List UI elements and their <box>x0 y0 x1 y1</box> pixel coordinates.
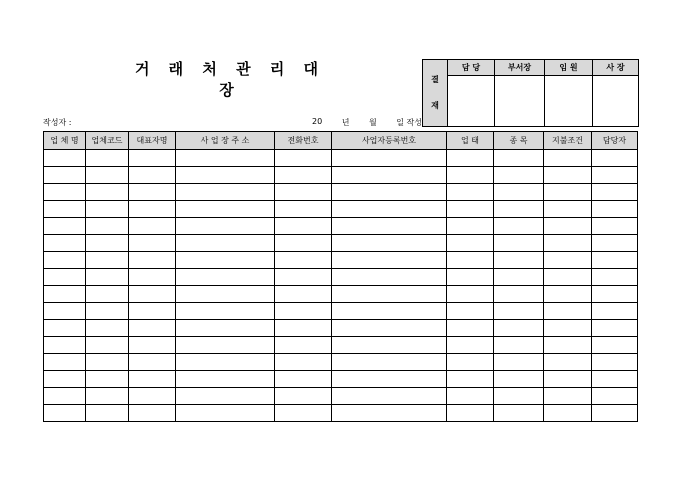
table-cell[interactable] <box>275 150 332 167</box>
table-cell[interactable] <box>494 252 544 269</box>
table-cell[interactable] <box>592 252 638 269</box>
table-cell[interactable] <box>44 320 86 337</box>
table-cell[interactable] <box>447 150 494 167</box>
table-cell[interactable] <box>44 337 86 354</box>
table-cell[interactable] <box>332 150 447 167</box>
table-cell[interactable] <box>275 201 332 218</box>
table-cell[interactable] <box>44 201 86 218</box>
table-cell[interactable] <box>275 167 332 184</box>
table-cell[interactable] <box>44 269 86 286</box>
table-cell[interactable] <box>332 354 447 371</box>
table-cell[interactable] <box>275 303 332 320</box>
table-cell[interactable] <box>44 167 86 184</box>
table-cell[interactable] <box>86 286 129 303</box>
table-cell[interactable] <box>592 150 638 167</box>
date-line <box>312 117 422 128</box>
table-cell[interactable] <box>129 269 176 286</box>
column-header: 사업자등록번호 <box>332 132 447 150</box>
date-year-prefix: 20 <box>312 117 323 126</box>
table-cell[interactable] <box>544 320 592 337</box>
table-cell[interactable] <box>176 303 275 320</box>
table-cell[interactable] <box>129 388 176 405</box>
table-cell[interactable] <box>332 405 447 422</box>
table-cell[interactable] <box>447 252 494 269</box>
table-cell[interactable] <box>494 320 544 337</box>
table-cell[interactable] <box>592 167 638 184</box>
table-cell[interactable] <box>129 218 176 235</box>
table-cell[interactable] <box>494 371 544 388</box>
table-cell[interactable] <box>275 354 332 371</box>
column-header: 사 업 장 주 소 <box>176 132 275 150</box>
table-cell[interactable] <box>176 388 275 405</box>
table-cell[interactable] <box>176 218 275 235</box>
column-header: 업체코드 <box>86 132 129 150</box>
table-row <box>44 150 638 167</box>
table-cell[interactable] <box>494 303 544 320</box>
table-cell[interactable] <box>332 286 447 303</box>
table-cell[interactable] <box>275 371 332 388</box>
table-cell[interactable] <box>44 150 86 167</box>
table-cell[interactable] <box>332 371 447 388</box>
approval-role: 담 당 <box>448 60 495 76</box>
approval-role: 임 원 <box>545 60 593 76</box>
approval-side-label: 결 재 <box>423 60 448 127</box>
table-cell[interactable] <box>544 405 592 422</box>
table-cell[interactable] <box>447 303 494 320</box>
table-cell[interactable] <box>544 337 592 354</box>
table-row <box>44 354 638 371</box>
table-row <box>44 286 638 303</box>
table-cell[interactable] <box>86 303 129 320</box>
table-cell[interactable] <box>332 167 447 184</box>
column-header: 지불조건 <box>544 132 592 150</box>
table-cell[interactable] <box>447 286 494 303</box>
table-cell[interactable] <box>494 286 544 303</box>
approval-stamp-cell[interactable] <box>448 76 495 127</box>
table-cell[interactable] <box>44 252 86 269</box>
table-cell[interactable] <box>592 337 638 354</box>
table-cell[interactable] <box>86 405 129 422</box>
approval-stamp-cell[interactable] <box>495 76 545 127</box>
table-cell[interactable] <box>544 201 592 218</box>
table-row <box>44 184 638 201</box>
table-cell[interactable] <box>447 320 494 337</box>
table-cell[interactable] <box>86 252 129 269</box>
table-cell[interactable] <box>544 252 592 269</box>
table-cell[interactable] <box>44 184 86 201</box>
table-cell[interactable] <box>544 167 592 184</box>
table-cell[interactable] <box>332 201 447 218</box>
table-cell[interactable] <box>447 371 494 388</box>
table-row <box>44 405 638 422</box>
table-cell[interactable] <box>494 405 544 422</box>
table-cell[interactable] <box>129 303 176 320</box>
table-cell[interactable] <box>176 150 275 167</box>
date-year-label: 년 <box>341 118 350 127</box>
table-row <box>44 388 638 405</box>
table-cell[interactable] <box>494 218 544 235</box>
table-cell[interactable] <box>447 337 494 354</box>
page-title: 거 래 처 관 리 대 장 <box>134 60 326 99</box>
table-cell[interactable] <box>176 286 275 303</box>
table-cell[interactable] <box>176 320 275 337</box>
table-cell[interactable] <box>447 184 494 201</box>
table-row <box>44 337 638 354</box>
column-header: 종 목 <box>494 132 544 150</box>
table-cell[interactable] <box>86 371 129 388</box>
table-cell[interactable] <box>86 388 129 405</box>
table-cell[interactable] <box>544 218 592 235</box>
table-cell[interactable] <box>44 286 86 303</box>
table-cell[interactable] <box>494 167 544 184</box>
table-cell[interactable] <box>129 320 176 337</box>
table-cell[interactable] <box>447 354 494 371</box>
table-cell[interactable] <box>275 388 332 405</box>
table-cell[interactable] <box>176 371 275 388</box>
table-cell[interactable] <box>494 269 544 286</box>
table-cell[interactable] <box>332 303 447 320</box>
table-cell[interactable] <box>592 235 638 252</box>
table-cell[interactable] <box>176 184 275 201</box>
table-cell[interactable] <box>494 388 544 405</box>
table-cell[interactable] <box>44 218 86 235</box>
table-cell[interactable] <box>176 337 275 354</box>
approval-stamp-cell[interactable] <box>545 76 593 127</box>
table-cell[interactable] <box>275 235 332 252</box>
column-header: 업 태 <box>447 132 494 150</box>
table-cell[interactable] <box>592 303 638 320</box>
table-cell[interactable] <box>275 337 332 354</box>
table-cell[interactable] <box>129 201 176 218</box>
table-cell[interactable] <box>176 405 275 422</box>
table-cell[interactable] <box>544 388 592 405</box>
table-cell[interactable] <box>544 354 592 371</box>
table-cell[interactable] <box>275 184 332 201</box>
table-body <box>44 150 638 422</box>
table-cell[interactable] <box>86 150 129 167</box>
table-row <box>44 371 638 388</box>
table-row <box>44 269 638 286</box>
table-row <box>44 252 638 269</box>
table-cell[interactable] <box>275 320 332 337</box>
table-cell[interactable] <box>44 235 86 252</box>
table-cell[interactable] <box>44 303 86 320</box>
table-cell[interactable] <box>129 371 176 388</box>
table-row <box>44 218 638 235</box>
table-cell[interactable] <box>129 150 176 167</box>
table-cell[interactable] <box>275 218 332 235</box>
table-cell[interactable] <box>176 167 275 184</box>
table-cell[interactable] <box>86 167 129 184</box>
client-ledger-table <box>43 131 638 422</box>
table-cell[interactable] <box>494 150 544 167</box>
table-cell[interactable] <box>332 252 447 269</box>
table-cell[interactable] <box>176 269 275 286</box>
table-cell[interactable] <box>332 337 447 354</box>
table-cell[interactable] <box>494 201 544 218</box>
approval-stamp-cell[interactable] <box>593 76 639 127</box>
table-cell[interactable] <box>494 337 544 354</box>
table-cell[interactable] <box>447 167 494 184</box>
table-cell[interactable] <box>447 405 494 422</box>
table-cell[interactable] <box>592 405 638 422</box>
table-cell[interactable] <box>592 388 638 405</box>
table-cell[interactable] <box>592 354 638 371</box>
table-cell[interactable] <box>86 354 129 371</box>
table-cell[interactable] <box>447 218 494 235</box>
table-cell[interactable] <box>275 286 332 303</box>
table-cell[interactable] <box>332 235 447 252</box>
table-cell[interactable] <box>447 388 494 405</box>
table-cell[interactable] <box>86 201 129 218</box>
table-cell[interactable] <box>592 218 638 235</box>
table-cell[interactable] <box>44 388 86 405</box>
approval-box <box>422 59 639 127</box>
table-cell[interactable] <box>544 269 592 286</box>
table-cell[interactable] <box>332 218 447 235</box>
table-cell[interactable] <box>86 269 129 286</box>
table-cell[interactable] <box>332 388 447 405</box>
table-row <box>44 167 638 184</box>
table-cell[interactable] <box>176 354 275 371</box>
table-cell[interactable] <box>44 354 86 371</box>
table-cell[interactable] <box>129 235 176 252</box>
table-cell[interactable] <box>592 286 638 303</box>
table-cell[interactable] <box>592 201 638 218</box>
table-cell[interactable] <box>332 269 447 286</box>
table-cell[interactable] <box>494 354 544 371</box>
table-cell[interactable] <box>592 371 638 388</box>
table-cell[interactable] <box>86 320 129 337</box>
table-cell[interactable] <box>86 235 129 252</box>
table-cell[interactable] <box>129 167 176 184</box>
date-month-label: 월 <box>368 118 377 127</box>
table-cell[interactable] <box>275 269 332 286</box>
table-cell[interactable] <box>447 201 494 218</box>
table-row <box>44 303 638 320</box>
table-row <box>44 235 638 252</box>
column-header: 전화번호 <box>275 132 332 150</box>
table-cell[interactable] <box>129 286 176 303</box>
column-header: 대표자명 <box>129 132 176 150</box>
table-cell[interactable] <box>592 269 638 286</box>
table-cell[interactable] <box>544 371 592 388</box>
table-cell[interactable] <box>86 184 129 201</box>
approval-role: 부서장 <box>495 60 545 76</box>
date-day-label: 일 작성 <box>396 118 422 127</box>
table-cell[interactable] <box>447 235 494 252</box>
table-cell[interactable] <box>494 235 544 252</box>
table-cell[interactable] <box>86 218 129 235</box>
table-cell[interactable] <box>332 320 447 337</box>
table-cell[interactable] <box>544 184 592 201</box>
table-cell[interactable] <box>544 235 592 252</box>
table-cell[interactable] <box>544 286 592 303</box>
table-row <box>44 320 638 337</box>
table-cell[interactable] <box>447 269 494 286</box>
table-cell[interactable] <box>544 303 592 320</box>
table-cell[interactable] <box>176 235 275 252</box>
table-cell[interactable] <box>494 184 544 201</box>
table-cell[interactable] <box>86 337 129 354</box>
table-cell[interactable] <box>129 184 176 201</box>
table-cell[interactable] <box>592 320 638 337</box>
table-cell[interactable] <box>544 150 592 167</box>
table-cell[interactable] <box>129 354 176 371</box>
approval-role: 사 장 <box>593 60 639 76</box>
table-cell[interactable] <box>129 252 176 269</box>
table-row <box>44 201 638 218</box>
column-header: 업 체 명 <box>44 132 86 150</box>
table-cell[interactable] <box>44 405 86 422</box>
table-cell[interactable] <box>275 252 332 269</box>
table-cell[interactable] <box>129 405 176 422</box>
table-cell[interactable] <box>129 337 176 354</box>
table-cell[interactable] <box>44 371 86 388</box>
author-label: 작성자 : <box>43 118 72 127</box>
table-cell[interactable] <box>176 252 275 269</box>
column-header: 담당자 <box>592 132 638 150</box>
table-cell[interactable] <box>275 405 332 422</box>
table-cell[interactable] <box>592 184 638 201</box>
table-cell[interactable] <box>176 201 275 218</box>
table-cell[interactable] <box>332 184 447 201</box>
table-header-row <box>44 132 638 150</box>
